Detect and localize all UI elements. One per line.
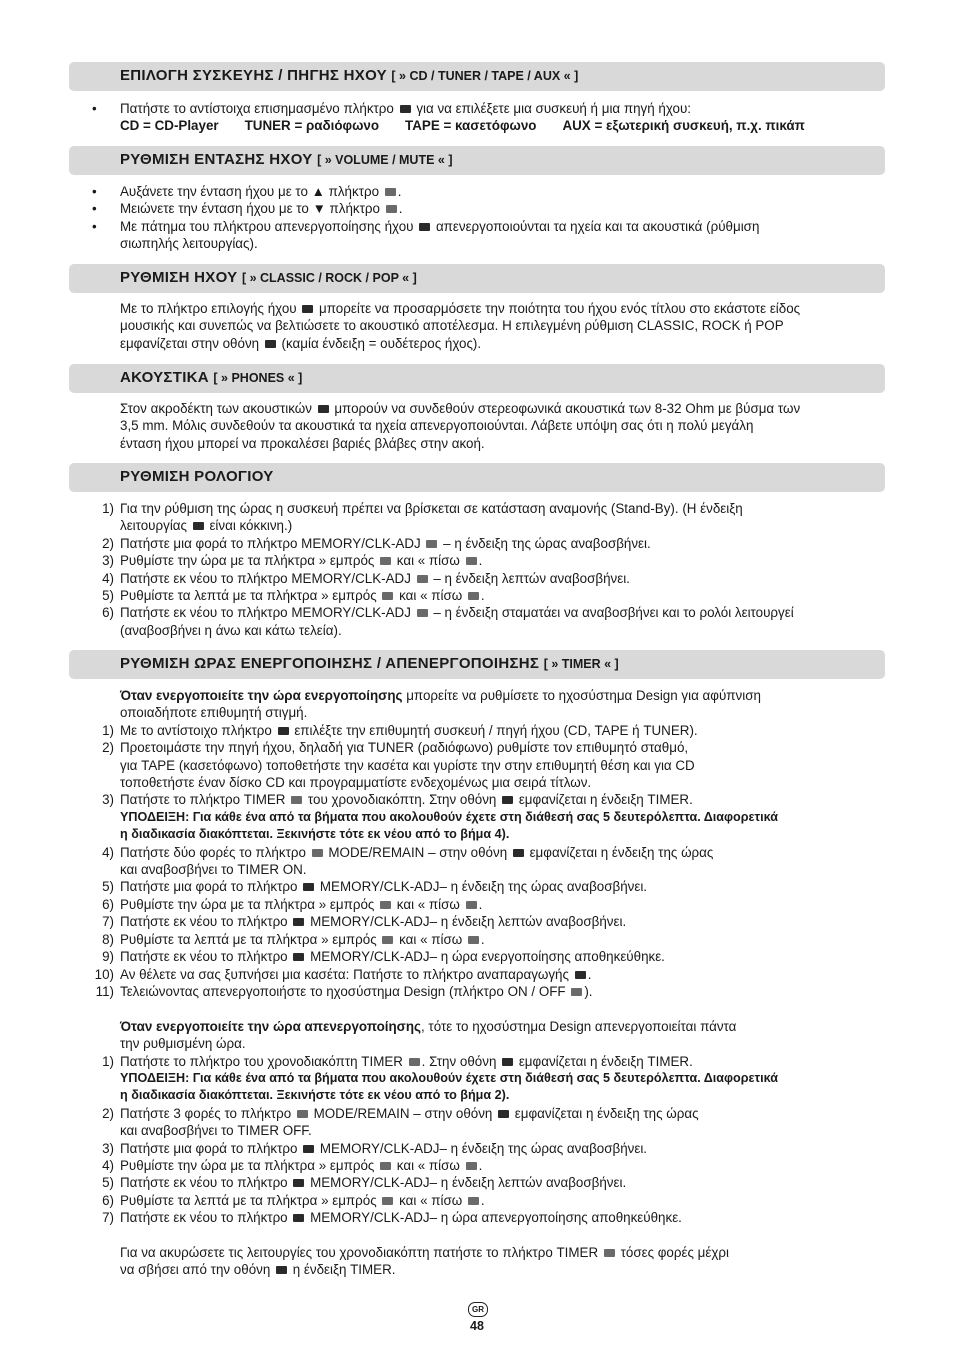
key-icon (385, 188, 396, 196)
key-icon (466, 1162, 477, 1170)
text-line: CD = CD-Player TUNER = ραδιόφωνο TAPE = κασετόφωνο AUX = εξωτερική συσκευή, π.χ. πικάπ (120, 118, 805, 134)
key-icon (468, 936, 479, 944)
step-number: 2) (102, 535, 114, 551)
text-line: Με το πλήκτρο επιλογής ήχου μπορείτε να προσαρμόσετε την ποιότητα του ήχου ενός τίτλου στο εκάστοτε είδος (120, 301, 801, 316)
key-icon (302, 305, 313, 313)
section-header-source (69, 62, 885, 91)
section-header-volume (69, 146, 885, 175)
key-icon (318, 405, 329, 413)
step-number: 4) (102, 844, 114, 860)
section-title: ΕΠΙΛΟΓΗ ΣΥΣΚΕΥΗΣ / ΠΗΓΗΣ ΗΧΟΥ [ » CD / TUNER / TAPE / AUX « ] (120, 67, 579, 84)
text-line: 5) Πατήστε μια φορά το πλήκτρο MEMORY/CLK-ADJ– η ένδειξη της ώρας αναβοσβήνει. (120, 878, 900, 895)
text-line: Στον ακροδέκτη των ακουστικών μπορούν να συνδεθούν στερεοφωνικά ακουστικά των 8-32 Ohm με βύσμα των (120, 401, 801, 416)
key-icon (293, 953, 304, 961)
section-title: ΡΥΘΜΙΣΗ ΕΝΤΑΣΗΣ ΗΧΟΥ [ » VOLUME / MUTE « ] (120, 151, 453, 168)
step-number: 3) (102, 792, 114, 808)
key-icon (293, 1179, 304, 1187)
section-header-sound (69, 264, 885, 293)
text-line: 1) Πατήστε το πλήκτρο του χρονοδιακόπτη TIMER . Στην οθόνη εμφανίζεται η ένδειξη TIMER. (120, 1053, 900, 1070)
text-line: για TAPE (κασετόφωνο) τοποθετήστε την κασέτα και γυρίστε την στην επιθυμητή θέση και για CD (120, 757, 695, 773)
text-line (120, 1000, 900, 1017)
text-line: 1) Για την ρύθμιση της ώρας η συσκευή πρέπει να βρίσκεται σε κατάσταση αναμονής (Stand-By). (Η ένδειξη (120, 500, 900, 517)
key-icon (417, 575, 428, 583)
step-number: 5) (102, 588, 114, 604)
key-icon (303, 883, 314, 891)
key-icon (293, 918, 304, 926)
text-line: 3,5 mm. Μόλις συνδεθούν τα ακουστικά τα ηχεία απενεργοποιούνται. Λάβετε υπόψη σας ότι η πολύ μεγάλη (120, 418, 754, 434)
key-icon (502, 796, 513, 804)
step-number: 2) (102, 740, 114, 756)
key-icon (604, 1249, 615, 1257)
key-icon (466, 901, 477, 909)
step-number: 8) (102, 931, 114, 947)
text-line: σιωπηλής λειτουργίας). (120, 236, 258, 252)
key-icon (380, 1162, 391, 1170)
text-line: Όταν ενεργοποιείτε την ώρα απενεργοποίησης, τότε το ηχοσύστημα Design απενεργοποιείται πάντα (120, 1018, 737, 1034)
volume-text (120, 183, 900, 253)
step-number: 4) (102, 1157, 114, 1173)
key-icon (303, 1145, 314, 1153)
section-title: ΑΚΟΥΣΤΙΚΑ [ » PHONES « ] (120, 369, 303, 386)
text-line: 4) Πατήστε δύο φορές το πλήκτρο MODE/REMAIN – στην οθόνη εμφανίζεται η ένδειξη της ώρας (120, 844, 900, 861)
section-title: ΡΥΘΜΙΣΗ ΗΧΟΥ [ » CLASSIC / ROCK / POP « ] (120, 269, 417, 286)
text-line: ένταση ήχου μπορεί να προκαλέσει βαριές βλάβες στην ακοή. (120, 435, 485, 451)
key-icon (386, 205, 397, 213)
key-icon (575, 971, 586, 979)
text-line (120, 1227, 900, 1244)
text-line: ΥΠΟΔΕΙΞΗ: Για κάθε ένα από τα βήματα που ακολουθούν έχετε στη διάθεσή σας 5 δευτερόλεπτα. Διαφορετικά (120, 809, 778, 824)
key-icon (419, 223, 430, 231)
step-number: 7) (102, 914, 114, 930)
text-line: η διαδικασία διακόπτεται. Ξεκινήστε τότε εκ νέου από το βήμα 2). (120, 1088, 510, 1103)
text-line: οποιαδήποτε επιθυμητή στιγμή. (120, 705, 308, 721)
key-icon (502, 1058, 513, 1066)
step-number: 11) (95, 983, 114, 999)
text-line: 11) Τελειώνοντας απενεργοποιήστε το ηχοσύστημα Design (πλήκτρο ON / OFF ). (120, 983, 900, 1000)
step-number: 4) (102, 570, 114, 586)
key-icon (513, 849, 524, 857)
key-icon (382, 1197, 393, 1205)
bullet: • (92, 219, 97, 234)
key-icon (417, 609, 428, 617)
key-icon (193, 522, 204, 530)
section-header-timer (69, 650, 885, 679)
step-number: 1) (102, 501, 114, 516)
step-number: 2) (102, 1105, 114, 1121)
key-icon (380, 557, 391, 565)
text-line: 1) Με το αντίστοιχο πλήκτρο επιλέξτε την επιθυμητή συσκευή / πηγή ήχου (CD, TAPE ή TUNER). (120, 722, 900, 739)
section-header-clock (69, 463, 885, 492)
text-line: 3) Πατήστε μια φορά το πλήκτρο MEMORY/CLK-ADJ– η ένδειξη της ώρας αναβοσβήνει. (120, 1140, 900, 1157)
step-number: 7) (102, 1210, 114, 1226)
text-line: 9) Πατήστε εκ νέου το πλήκτρο MEMORY/CLK-ADJ– η ώρα ενεργοποίησης αποθηκεύθηκε. (120, 948, 900, 965)
text-line: 2) Προετοιμάστε την πηγή ήχου, δηλαδή για TUNER (ραδιόφωνο) ρυθμίστε τον επιθυμητό σταθμό, (120, 739, 900, 756)
sound-text (120, 300, 900, 352)
clock-steps (102, 500, 900, 639)
text-line: 10) Αν θέλετε να σας ξυπνήσει μια κασέτα: Πατήστε το πλήκτρο αναπαραγωγής . (120, 966, 900, 983)
step-number: 6) (102, 1192, 114, 1208)
text-line: (αναβοσβήνει η άνω και κάτω τελεία). (120, 622, 342, 638)
key-icon (468, 592, 479, 600)
text-line: Αυξάνετε την ένταση ήχου με το ▲ πλήκτρο . (120, 184, 402, 199)
page-number: 48 (470, 1319, 484, 1333)
text-line: 6) Ρυθμίστε την ώρα με τα πλήκτρα » εμπρός και « πίσω . (120, 896, 900, 913)
key-icon (278, 727, 289, 735)
text-line: 5) Ρυθμίστε τα λεπτά με τα πλήκτρα » εμπρός και « πίσω . (120, 587, 900, 604)
text-line: 2) Πατήστε 3 φορές το πλήκτρο MODE/REMAIN – στην οθόνη εμφανίζεται η ένδειξη της ώρας (120, 1105, 900, 1122)
text-line: την ρυθμισμένη ώρα. (120, 1036, 246, 1052)
step-number: 6) (102, 896, 114, 912)
step-number: 10) (94, 966, 114, 982)
step-number: 1) (102, 722, 114, 738)
text-line: Μειώνετε την ένταση ήχου με το ▼ πλήκτρο . (120, 201, 403, 217)
text-line: 7) Πατήστε εκ νέου το πλήκτρο MEMORY/CLK-ADJ– η ένδειξη λεπτών αναβοσβήνει. (120, 913, 900, 930)
key-icon (380, 901, 391, 909)
key-icon (571, 988, 582, 996)
key-icon (382, 936, 393, 944)
section-title: ΡΥΘΜΙΣΗ ΡΟΛΟΓΙΟΥ (120, 468, 274, 485)
key-icon (312, 849, 323, 857)
text-line: 3) Πατήστε το πλήκτρο TIMER του χρονοδιακόπτη. Στην οθόνη εμφανίζεται η ένδειξη TIMER. (120, 791, 900, 808)
text-line: ΥΠΟΔΕΙΞΗ: Για κάθε ένα από τα βήματα που ακολουθούν έχετε στη διάθεσή σας 5 δευτερόλεπτα. Διαφορετικά (120, 1070, 778, 1085)
bullet: • (92, 101, 97, 116)
text-line: 4) Πατήστε εκ νέου το πλήκτρο MEMORY/CLK-ADJ – η ένδειξη λεπτών αναβοσβήνει. (120, 570, 900, 587)
display-icon (265, 340, 276, 348)
text-line: 6) Ρυθμίστε τα λεπτά με τα πλήκτρα » εμπρός και « πίσω . (120, 1192, 900, 1209)
text-line: να σβήσει από την οθόνη η ένδειξη TIMER. (120, 1262, 396, 1278)
key-icon (293, 1214, 304, 1222)
text-line: η διαδικασία διακόπτεται. Ξεκινήστε τότε εκ νέου από το βήμα 4). (120, 827, 510, 842)
step-number: 6) (102, 605, 114, 621)
text-line: 2) Πατήστε μια φορά το πλήκτρο MEMORY/CLK-ADJ – η ένδειξη της ώρας αναβοσβήνει. (120, 535, 900, 552)
text-line: 7) Πατήστε εκ νέου το πλήκτρο MEMORY/CLK-ADJ– η ώρα απενεργοποίησης αποθηκεύθηκε. (120, 1209, 900, 1226)
step-number: 1) (102, 1053, 114, 1069)
key-icon (291, 796, 302, 804)
text-line: 6) Πατήστε εκ νέου το πλήκτρο MEMORY/CLK-ADJ – η ένδειξη σταματάει να αναβοσβήνει και το ρολόι λειτουργεί (120, 604, 900, 621)
text-line: 8) Ρυθμίστε τα λεπτά με τα πλήκτρα » εμπρός και « πίσω . (120, 931, 900, 948)
text-line: τοποθετήστε έναν δίσκο CD και προγραμματίστε ενδεχομένως μια σειρά τίτλων. (120, 775, 592, 791)
step-number: 9) (102, 949, 114, 965)
key-icon (382, 592, 393, 600)
text-line: Για να ακυρώσετε τις λειτουργίες του χρονοδιακόπτη πατήστε το πλήκτρο TIMER τόσες φορές μέχρι (120, 1245, 729, 1260)
key-icon (498, 1110, 509, 1118)
step-number: 5) (102, 1175, 114, 1191)
text-line: Με πάτημα του πλήκτρου απενεργοποίησης ήχου απενεργοποιούνται τα ηχεία και τα ακουστικά (ρύθμιση (120, 218, 760, 234)
step-number: 5) (102, 879, 114, 895)
section-header-phones (69, 364, 885, 393)
key-icon (466, 557, 477, 565)
text-line: και αναβοσβήνει το TIMER OFF. (120, 1123, 312, 1139)
phones-text (120, 400, 900, 452)
source-text (120, 100, 900, 135)
section-title: ΡΥΘΜΙΣΗ ΩΡΑΣ ΕΝΕΡΓΟΠΟΙΗΣΗΣ / ΑΠΕΝΕΡΓΟΠΟΙΗΣΗΣ [ » TIMER « ] (120, 655, 619, 672)
key-icon (409, 1058, 420, 1066)
key-icon (468, 1197, 479, 1205)
step-number: 3) (102, 553, 114, 569)
text-line: μουσικής και συνεπώς να βελτιώσετε το ακουστικό αποτέλεσμα. Η επιλεγμένη ρύθμιση CLASSIC, ROCK ή POP (120, 318, 784, 334)
text-line: Όταν ενεργοποιείτε την ώρα ενεργοποίησης μπορείτε να ρυθμίσετε το ηχοσύστημα Design για αφύπνιση (120, 688, 761, 703)
bullet: • (92, 201, 97, 216)
language-badge: GR (468, 1302, 488, 1317)
key-icon (400, 105, 411, 113)
text-line: 3) Ρυθμίστε την ώρα με τα πλήκτρα » εμπρός και « πίσω . (120, 552, 900, 569)
key-icon (426, 540, 437, 548)
timer-steps (94, 687, 900, 1279)
text-line: 4) Ρυθμίστε την ώρα με τα πλήκτρα » εμπρός και « πίσω . (120, 1157, 900, 1174)
text-line: εμφανίζεται στην οθόνη (καμία ένδειξη = ουδέτερος ήχος). (120, 335, 482, 351)
key-icon (276, 1266, 287, 1274)
key-icon (297, 1110, 308, 1118)
text-line: Πατήστε το αντίστοιχα επισημασμένο πλήκτρο για να επιλέξετε μια συσκευή ή μια πηγή ήχου: (120, 101, 692, 116)
bullet: • (92, 184, 97, 199)
text-line: λειτουργίας είναι κόκκινη.) (120, 518, 293, 534)
text-line: και αναβοσβήνει το TIMER ON. (120, 862, 307, 878)
text-line: 5) Πατήστε εκ νέου το πλήκτρο MEMORY/CLK-ADJ– η ένδειξη λεπτών αναβοσβήνει. (120, 1174, 900, 1191)
step-number: 3) (102, 1140, 114, 1156)
